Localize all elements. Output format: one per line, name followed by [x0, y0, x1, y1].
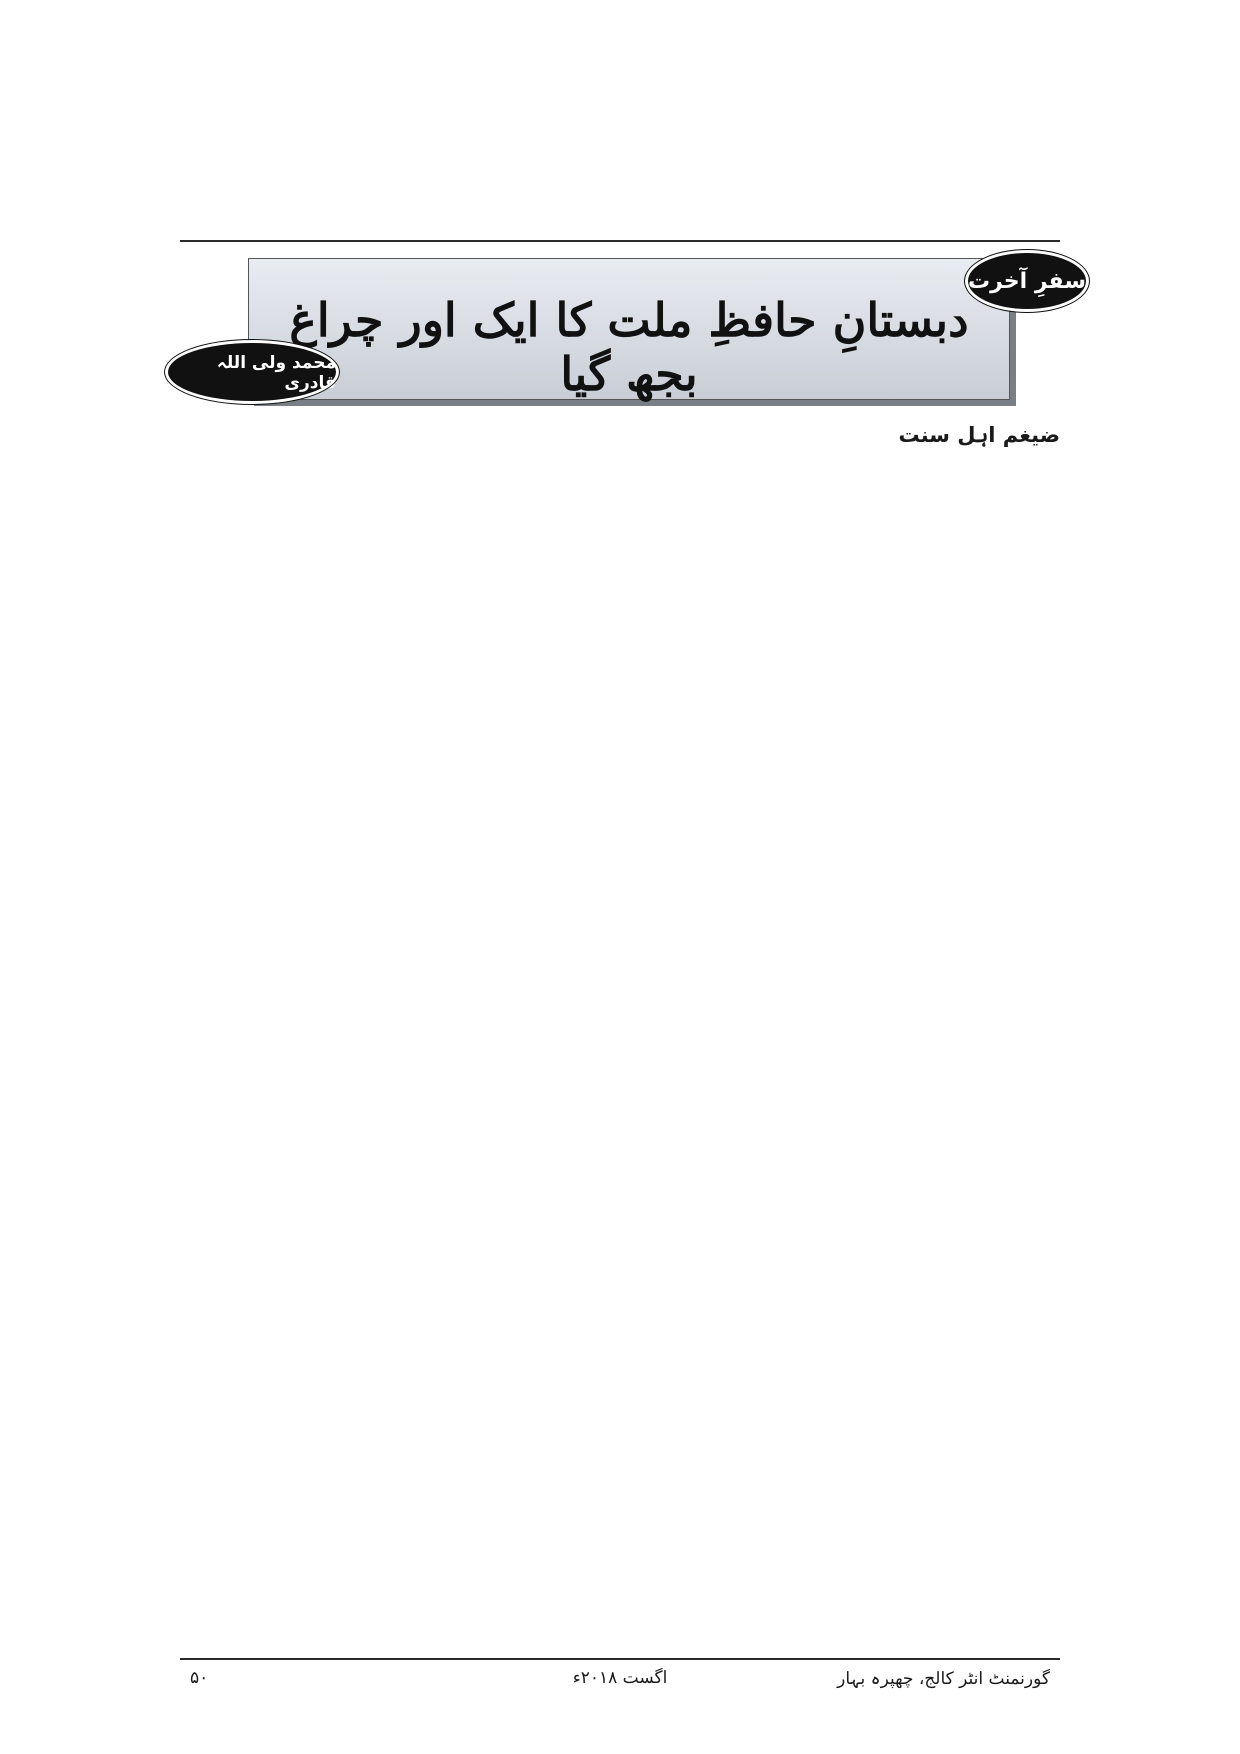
article-title: دبستانِ حافظِ ملت کا ایک اور چراغ بجھ گیا — [289, 293, 969, 401]
issue-date: اگست ۲۰۱۸ء — [572, 1668, 668, 1688]
page-number: ۵۰ — [190, 1668, 209, 1688]
section-badge: سفرِ آخرت — [965, 250, 1089, 312]
top-rule — [180, 240, 1060, 242]
section-heading: ضیغم اہل سنت — [898, 423, 1060, 447]
right-column — [630, 420, 1060, 1650]
title-banner — [248, 258, 1010, 400]
institution-name: گورنمنٹ انٹر کالج، چھپرہ بہار — [837, 1669, 1050, 1689]
author-badge: محمد ولی اللہ قادری — [165, 340, 339, 404]
bottom-rule — [180, 1658, 1060, 1660]
left-column — [180, 420, 610, 1650]
